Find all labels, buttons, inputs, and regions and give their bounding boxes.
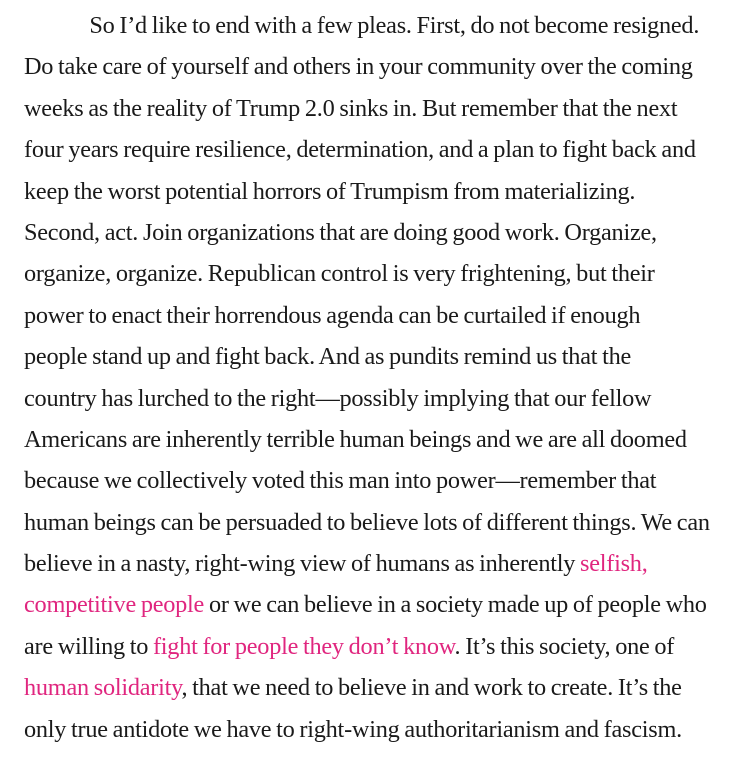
text-line: keep the worst potential horrors of Trumpism from materializing. xyxy=(24,177,636,205)
text-line xyxy=(24,667,748,708)
text-line: country has lurched to the right—possibly implying that our fellow xyxy=(24,384,652,412)
text-line: weeks as the reality of Trump 2.0 sinks in. But remember that the next xyxy=(24,94,678,122)
text-line xyxy=(24,584,748,625)
closing-paragraph xyxy=(24,5,754,750)
link-fight-for-people-they-dont-know[interactable]: fight for people they don’t know xyxy=(152,632,455,660)
text-segment: are willing to xyxy=(24,632,153,660)
text-segment: . It’s this society, one of xyxy=(454,632,675,660)
text-segment: , that we need to believe in and work to create. It’s the xyxy=(181,674,682,702)
text-line: Second, act. Join organizations that are doing good work. Organize, xyxy=(24,218,657,246)
text-segment: or we can believe in a society made up of people who xyxy=(204,591,707,619)
link-selfish-competitive-people-part2[interactable]: competitive people xyxy=(24,591,205,619)
text-line: people stand up and fight back. And as pundits remind us that the xyxy=(24,343,632,371)
text-segment: believe in a nasty, right-wing view of humans as inherently xyxy=(24,550,580,578)
text-line xyxy=(24,626,748,667)
text-line: human beings can be persuaded to believe lots of different things. We can xyxy=(24,508,710,536)
link-human-solidarity[interactable]: human solidarity xyxy=(24,674,182,702)
text-line: Americans are inherently terrible human beings and we are all doomed xyxy=(24,425,687,453)
text-line: only true antidote we have to right-wing authoritarianism and fascism. xyxy=(24,715,682,743)
text-line: So I’d like to end with a few pleas. First, do not become resigned. xyxy=(89,12,700,39)
text-line: Do take care of yourself and others in your community over the coming xyxy=(24,53,693,81)
text-line: because we collectively voted this man into power—remember that xyxy=(24,467,657,495)
text-line: power to enact their horrendous agenda can be curtailed if enough xyxy=(24,301,641,329)
text-line: four years require resilience, determination, and a plan to fight back and xyxy=(24,136,696,164)
link-selfish-competitive-people-part1[interactable]: selfish, xyxy=(579,550,648,578)
text-line: organize, organize. Republican control is very frightening, but their xyxy=(24,260,655,288)
text-line xyxy=(24,543,748,584)
